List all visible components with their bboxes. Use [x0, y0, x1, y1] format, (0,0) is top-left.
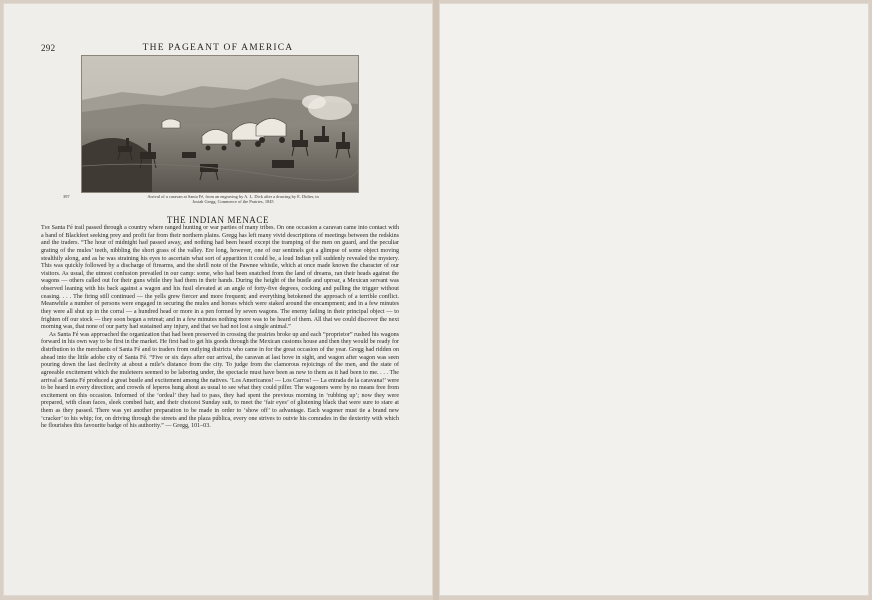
paragraph-1-text: Santa Fé trail passed through a country where ranged hunting or war parties of many tribes. On one occasion a caravan came into contact with a band of Blackfeet seeking prey and profit far from their northern plains. Gregg has left many vivid descriptions of meetings between the redskins and the traders. “The hour of midnight had passed away, and nothing had been heard except the tramping of the men on guard, and the peculiar grating of the mules’ teeth, nibbling the short grass of the valley. Ere long, however, one of our sentinels got a glimpse of some object moving stealthily along, and as he was straining his eyes to ascertain what sort of apparition it could be, a loud Indian yell suddenly revealed the mystery. This was quickly followed by a discharge of firearms, and the shrill note of the Pawnee whistle, which at once made known the character of our visitors. As usual, the utmost confusion prevailed in our camp: some, who had been snatched from the land of dreams, ran their heads against the wagons — others called out for their guns while they had them in their hands. During the height of the bustle and uproar, a Mexican servant was observed leaning with his back against a wagon and his fusil elevated at an angle of forty-five degrees, cocking and pulling the trigger without ceasing. . . . The firing still continued — the yells grew fiercer and more frequent; and everything betokened the approach of a terrible conflict. Meanwhile a number of persons were engaged in securing the mules and horses which were staked around the encampment; and in a few minutes they were all shut up in the corral — a hundred head or more in a pen formed by seven wagons. The enemy failing in their principal object — to frighten off our stock — they soon began a retreat; and in a few minutes nothing more was to be heard of them. All that we could discover the next morning was, that none of our party had sustained any injury, and that we had not lost a single animal.”	[41, 225, 399, 331]
section-heading: THE INDIAN MENACE	[166, 215, 270, 225]
right-page-blank	[439, 3, 869, 596]
figure-number: 397	[63, 194, 70, 199]
running-head	[3, 43, 433, 55]
paragraph-1	[41, 225, 399, 332]
page-number: 292	[41, 43, 56, 53]
figure-caption-line-2: Josiah Gregg, Commerce of the Prairies, 1845	[192, 199, 274, 205]
running-title: THE PAGEANT OF AMERICA	[142, 43, 294, 53]
caravan-engraving-image	[81, 55, 359, 193]
figure-caption-line-1: Arrival of a caravan at Santa Fé, from an engraving by A. L. Dick after a drawing by E. Didier, in	[147, 194, 319, 199]
paragraph-1-lead: The	[41, 225, 51, 231]
body-text	[41, 225, 399, 431]
left-page	[3, 3, 433, 596]
paragraph-2: As Santa Fé was approached the organization that had been preserved in crossing the prairies broke up and each “proprietor” rushed his wagons forward in his own way to be first in the market. He first had to get his goods through the Mexican customs house and then they would be ready for distribution to the merchants of Santa Fé and to traders from outlying districts who came in for the great occasion of the year. Gregg had ridden on ahead into the little adobe city of Santa Fé. “Five or six days after our arrival, the caravan at last hove in sight, and wagon after wagon was seen pouring down the last declivity at about a mile’s distance from the city. To judge from the clamorous rejoicings of the men, and the state of agreeable excitement which the muleteers seemed to be laboring under, the spectacle must have been as new to them as it had been to me. . . . The arrival at Santa Fé produced a great bustle and excitement among the natives. ‘Los Americanos! — Los Carros! — La entrada de la caravana!’ were to be heard in every direction; and crowds of leperos hung about as usual to see what they could pilfer. The wagoners were by no means free from excitement on this occasion. Informed of the ‘ordeal’ they had to pass, they had spent the previous morning in ‘rubbing up’; now they were prepared, with clean faces, sleek combed hair, and their choicest Sunday suit, to meet the ‘fair eyes’ of glistening black that were sure to stare at them as they passed. There was yet another preparation to be made in order to ‘show off’ to advantage. Each wagoner must tie a brand new ‘cracker’ to his whip; for, on driving through the streets and the plaza pública, every one strives to outvie his comrades in the dexterity with which he flourishes this favourite badge of his authority.” — Gregg, 101–03.	[41, 331, 399, 430]
